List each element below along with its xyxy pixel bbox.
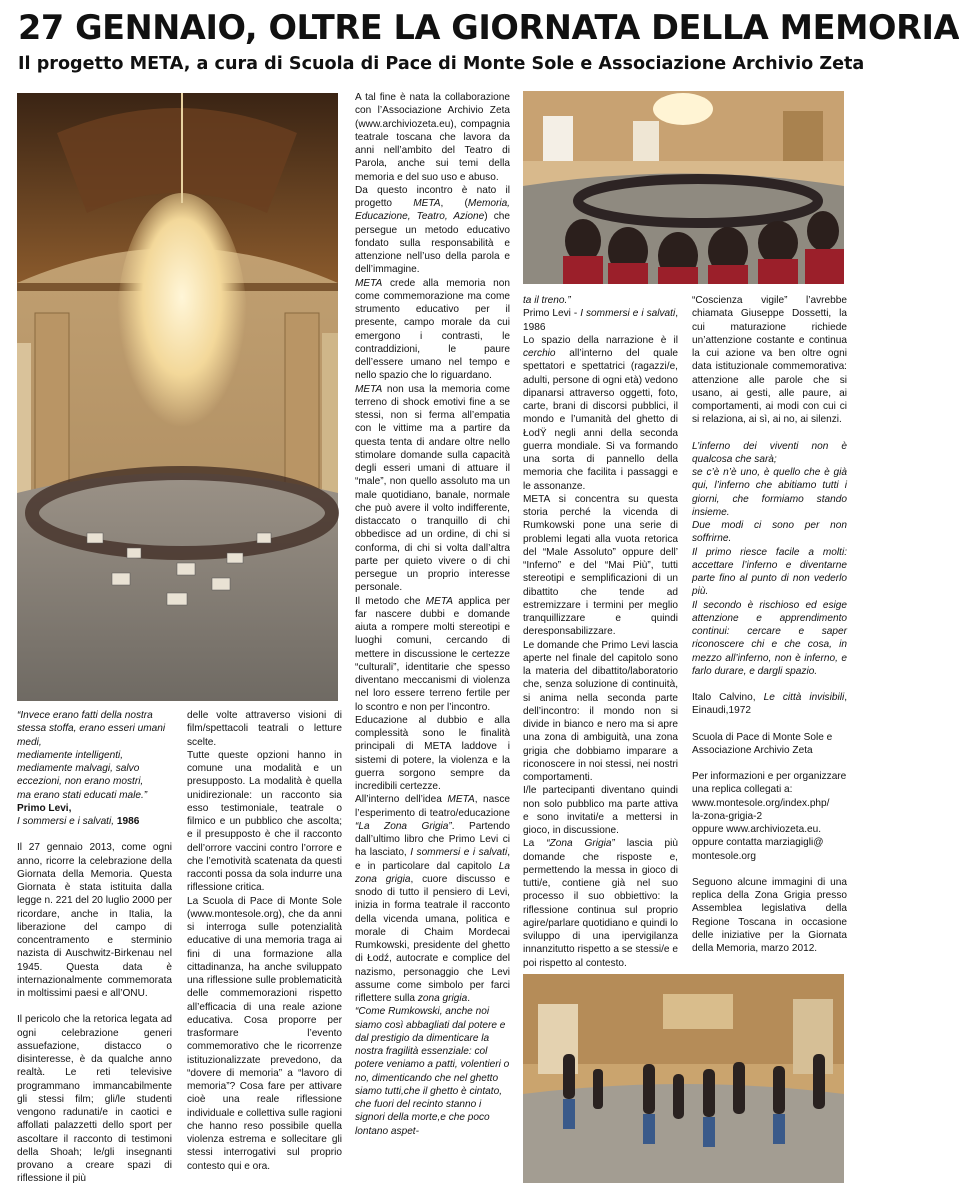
page-title: 27 GENNAIO, OLTRE LA GIORNATA DELLA MEMORIA — [18, 8, 959, 47]
text: , 1986 — [523, 308, 679, 333]
text: www.montesole.org/index.php/ — [692, 797, 830, 809]
quote-line: “Invece erano fatti della nostra stessa stoffa, erano esseri umani medi, — [17, 710, 166, 748]
page-subtitle: Il progetto META, a cura di Scuola di Pace di Monte Sole e Associazione Archivio Zeta — [18, 54, 865, 74]
organizers: Scuola di Pace di Monte Sole e Associazione Archivio Zeta — [692, 731, 833, 756]
paragraph: Il 27 gennaio 2013, come ogni anno, ricorre la celebrazione della Giornata della Memoria. Questa Giornata è stata istituita dalla legge n. 221 del 20 luglio 2000 per ricordare, anche in Italia, la liberazione del campo di concentramento e sterminio nazista di Auschwitz-Birkenau nel 1945. Questa data è internazionalmente commemorata in moltissimi paesi e all’ONU. — [17, 842, 172, 999]
text: , ( — [440, 198, 468, 209]
paragraph: delle volte attraverso visioni di film/spettacoli teatrali o letture scelte. — [187, 710, 342, 748]
text: META — [355, 277, 383, 289]
paragraph — [523, 837, 678, 970]
text: oppure contatta marziagigli@ — [692, 837, 824, 849]
paragraph: Tutte queste opzioni hanno in comune una modalità e un presupposto. La modalità è quella unidirezionale: un racconto sia esso testimoniale, teatrale o filmico e un pubblico che ascolta; e il presupposto è che il racconto dell’orrore vaccini contro l’orrore e che l’emotività scatenata da questi racconti possa da sola indurre una riflessione critica. — [187, 749, 342, 894]
opening-quote — [17, 709, 172, 802]
poem-line: Il primo riesce facile a molti: accettare l’inferno e diventarne parte fino al punto di non vederlo più. — [692, 546, 847, 598]
calvino-citation — [692, 691, 847, 718]
text: non usa la memoria come terreno di shock emotivi fine a se stessi, non si ferma all’empatia con le vittime ma a partire da questa tenta di andare oltre nello stimolare domande sulla capacità degli esseri umani di attuare il “male”, non quello assoluto ma un male quotidiano, banale, normale che può avere il volto indifferente, distaccato o tranquillo di chi obbedisce ad un ordine, di chi si conforma, di chi si volta dall’altra parte per quieto vivere o di chi persegue un proprio interesse personale. — [355, 383, 510, 594]
column-3 — [523, 294, 679, 969]
quote-end: ta il treno.” — [523, 295, 571, 306]
poem-line: L’inferno dei viventi non è qualcosa che sarà; — [692, 440, 847, 465]
text: , e in particolare dal capitolo — [355, 847, 510, 872]
photo-frescoed-hall — [17, 93, 338, 701]
text: “La Zona Grigia” — [355, 820, 452, 832]
text: La zona grigia — [355, 860, 510, 885]
text: all’interno del quale spettatori e spettatrici (ragazzi/e, adulti, persone di ogni età) vedono dipanarsi attraverso oggetti, foto, carte, brani di discorsi pubblici, il mondo e l’umanità del ghetto di ŁodŸ negli anni della seconda guerra mondiale. Si va formando una sorta di pannello della memoria che facilita i passaggi e le assonanze. — [523, 348, 678, 492]
paragraph — [523, 334, 678, 493]
text: la-zona-grigia-2 — [692, 810, 763, 822]
rumkowski-quote: “Come Rumkowski, anche noi siamo così abbagliati dal potere e dal prestigio da dimenticare la nostra fragilità essenziale: col potere veniamo a patti, volentieri o no, dimenticando che nel ghetto siamo tutti,che il ghetto è cintato, che fuori del recinto stanno i signori della morte,e che poco lontano aspet- — [355, 1006, 510, 1137]
text: All’interno dell’idea — [355, 794, 448, 806]
text: Lo spazio della narrazione è il — [523, 334, 678, 346]
text: META — [447, 794, 475, 806]
paragraph — [355, 383, 510, 595]
text: Memoria, Educazione, Teatro, Azione — [355, 198, 510, 223]
text: META — [355, 383, 383, 395]
paragraph — [355, 277, 510, 383]
text: , cuore discusso e snodo di tutto il pensiero di Levi, inizia in forma teatrale il racconto della vicenda umana, politica e morale di Chaim Mordecai Rumkowski, presidente del ghetto di Łodź, autocrate e complice del nazismo, personaggio che Levi assume come simbolo per farci riflettere sulla — [355, 873, 510, 1004]
paragraph: Il pericolo che la retorica legata ad ogni celebrazione generi assuefazione, distacco o disinteresse, è da qualche anno realtà. Le reti televisive programmano immancabilmente gli stessi film; gli/le studenti vengono radunati/e in caotici e affollati palazzetti dello sport per ascoltare il racconto di testimoni della Shoah; le/gli insegnanti provano a creare spazi di riflessione il più — [17, 1014, 172, 1185]
quote-line: ma erano stati educati male.” — [17, 789, 148, 801]
text: Le città invisibili — [763, 692, 845, 703]
text: applica per far nascere dubbi e domande aiuta a rompere molti stereotipi e luoghi comuni, cercando di mettere in discussione le certezze “culturali”, identitarie che spesso diventano meccanismi di violenza nel loro essere terreno fertile per lo scontro e non per l’incontro. — [355, 595, 510, 713]
quote-author: Primo Levi, — [17, 802, 72, 814]
text: Da questo incontro è nato il progetto — [355, 184, 510, 209]
text: . Partendo dall’ultimo libro che Primo Levi ci ha lasciato, — [355, 820, 510, 859]
column-2-top — [355, 91, 510, 1137]
paragraph: A tal fine è nata la collaborazione con l’Associazione Archivio Zeta (www.archiviozeta.eu), compagnia teatrale toscana che lavora da anni nell’ambito del Teatro di Parola, anche sui temi della memoria e del suo uso e abuso. — [355, 92, 510, 183]
text: Italo Calvino, — [692, 692, 764, 703]
column-4 — [692, 294, 847, 964]
text: zona grigia — [417, 993, 468, 1004]
text: META — [413, 198, 441, 209]
text: “Zona Grigia” — [546, 838, 615, 850]
paragraph — [355, 793, 510, 1005]
paragraph: “Coscienza vigile” l’avrebbe chiamata Giuseppe Dossetti, la cui maturazione richiede un’attenzione costante e continua la cui azione va ben oltre ogni data istituzionale commemorativa: attenzione alle parole che si usano, ai gesti, alle paure, ai comportamenti, ai modi con cui ci si relaziona, ai sì, ai no, ai silenzi. — [692, 295, 847, 426]
text: META — [425, 595, 453, 607]
paragraph — [355, 184, 510, 277]
text: cerchio — [523, 348, 556, 359]
text: ) che persegue un metodo educativo fondato sulla responsabilità e attenzione nell’uso della parola e dell’immagine. — [355, 211, 510, 276]
paragraph: META si concentra su questa storia perché la vicenda di Rumkowski pone una serie di problemi legati alla vuota retorica del “Male Assoluto” oppure dell’ “Inferno” e del “Mai Più”, tutti stereotipi e semplificazioni di un dibattito che tende ad estremizzare i termini per meglio tranquillizzare e quindi deresponsabilizzare. — [523, 493, 678, 638]
paragraph — [355, 595, 510, 714]
paragraph: I/le partecipanti diventano quindi non solo pubblico ma parte attiva e sono invitati/e a mettersi in gioco, in discussione. — [523, 785, 678, 836]
text: lascia più domande che risposte e, permettendo la messa in gioco di tutti/e, contiene già nel suo processo il suo obbiettivo: la riflessione continua sul proprio agire/parlare quotidiano e quindi lo sviluppo di una ipervigilanza innanzitutto rispetto a se stessi/e e poi rispetto al contesto. — [523, 838, 678, 969]
paragraph: Le domande che Primo Levi lascia aperte nel finale del capitolo sono la materia del dibattito/laboratorio che, senza soluzione di continuità, si anima nella seconda parte dell’incontro: il mondo non si divide in bianco e nero ma si apre una zona di ambiguità, una zona grigia che dobbiamo imparare a riconoscere in noi stessi, nei nostri comportamenti. — [523, 639, 678, 783]
quote-source — [523, 307, 678, 334]
poem-line: se c’è n’è uno, è quello che è già qui, l’inferno che abitiamo tutti i giorni, che formiamo stando insieme. — [692, 467, 847, 518]
column-1 — [17, 709, 172, 1189]
text: crede alla memoria non come commemorazione ma come strumento educativo per il presente, campo morale da cui emergono i contrasti, le contraddizioni, le paure dell’essere umano nel tempo e nello spazio che lo riguardano. — [355, 277, 510, 382]
poem-line: Due modi ci sono per non soffrirne. — [692, 520, 847, 545]
closing-paragraph: Seguono alcune immagini di una replica della Zona Grigia presso Assemblea legislativa della Regione Toscana in occasione delle iniziative per la Giornata della Memoria, marzo 2012. — [692, 876, 847, 954]
contact-email[interactable] — [692, 836, 847, 863]
text: La — [523, 838, 547, 850]
quote-book: I sommersi e i salvati, — [17, 816, 115, 827]
link-montesole[interactable] — [692, 797, 847, 824]
text: , nasce l’esperimento di teatro/educazione — [355, 794, 510, 819]
info-text: Per informazioni e per organizzare una replica collegati a: — [692, 771, 847, 796]
text: Il metodo che — [355, 595, 426, 607]
text: I sommersi e i salvati — [410, 847, 508, 859]
quote-line: mediamente intelligenti, mediamente malvagi, salvo eccezioni, non erano mostri, — [17, 749, 144, 788]
link-archiviozeta[interactable]: oppure www.archiviozeta.eu. — [692, 824, 822, 835]
photo-participants-activity — [523, 974, 844, 1183]
quote-year: 1986 — [116, 816, 140, 827]
text: montesole.org — [692, 850, 756, 862]
text: I sommersi e i salvati — [580, 308, 676, 320]
text: , Einaudi,1972 — [692, 692, 847, 717]
photo-participants-circle — [523, 91, 844, 284]
column-2-bottom — [187, 709, 342, 1189]
paragraph: La Scuola di Pace di Monte Sole (www.montesole.org), che da anni si interroga sulle potenzialità educative di una memoria traga ai fini di una formazione alla cittadinanza, ha anche sviluppato una riflessione sulle problematicità delle commemorazioni rispetto all’efficacia di una reale azione educativa. Cosa proporre per trasformare l’evento commemorativo che le ricorrenze istituzionalizzate prevedono, da “dovere di memoria” a “lavoro di memoria”? Cosa fare per attivare cioè una reale riflessione individuale e collettiva sulle ragioni che hanno reso possibile quella violenza estrema e sollecitare gli stessi interrogativi sul proprio contesto qui e ora. — [187, 895, 342, 1172]
poem-line: Il secondo è rischioso ed esige attenzione e apprendimento continui: cercare e saper riconoscere chi e che cosa, in mezzo all’inferno, non è inferno, e farlo durare, e dargli spazio. — [692, 599, 847, 677]
text: Primo Levi - — [523, 308, 581, 320]
quote-source — [17, 815, 172, 828]
paragraph: Educazione al dubbio e alla complessità sono le finalità principali di META laddove i sistemi di potere, la violenza e la guerra sorgono sempre da incredibili certezze. — [355, 714, 510, 792]
text: . — [467, 993, 471, 1004]
